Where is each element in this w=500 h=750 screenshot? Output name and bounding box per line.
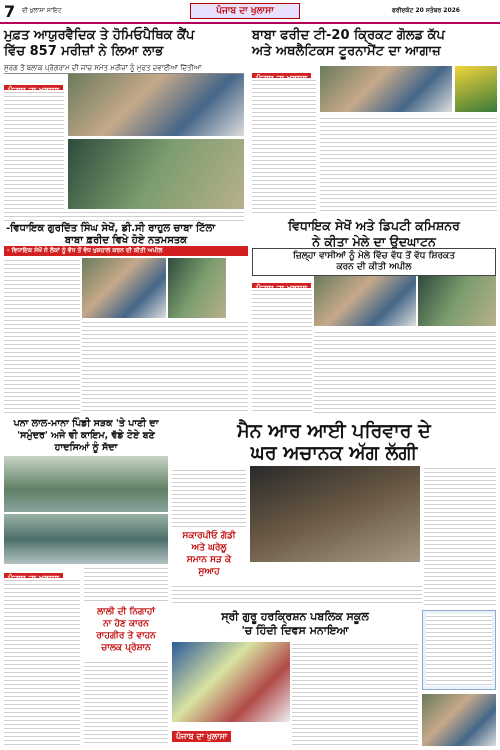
story5-photo [250, 466, 420, 562]
story4-headline-line1: ਪਨਾ ਲਾਲ-ਮਾਨਾ ਪਿੰਡੀ ਸੜਕ 'ਤੇ ਪਾਣੀ ਦਾ [13, 418, 159, 429]
story3-subhead-line1: ਜ਼ਿਲ੍ਹਾ ਵਾਸੀਆਂ ਨੂੰ ਮੇਲੇ ਵਿੱਚ ਵੱਧ ਤੋਂ ਵੱਧ ਸ਼ਿਰਕਤ [293, 251, 455, 261]
story1-caption-line1: -ਵਿਧਾਇਕ ਗੁਰਦਿੱਤ ਸਿੰਘ ਸੇਖੋਂ, ਡੀ.ਸੀ ਰਾਹੁਲ ਚਾਬਾ ਟਿੱਲਾ [6, 223, 216, 234]
issue-date: ਫਰੀਦਕੋਟ 20 ਸਤੰਬਰ 2026 [392, 7, 460, 14]
story1-body [4, 90, 64, 210]
story1-headline [4, 28, 244, 60]
story-strip-photo-2 [168, 258, 226, 318]
story4-quote-line4: ਚਾਲਕ ਪ੍ਰੇਸ਼ਾਨ [101, 643, 151, 653]
story5-body-3 [172, 584, 422, 606]
story4-photo-top [4, 456, 168, 512]
ad-box-photo [422, 694, 496, 746]
story6-headline-line2: 'ਚ ਹਿੰਦੀ ਦਿਵਸ ਮਨਾਇਆ [241, 624, 349, 637]
story3-photo [314, 276, 416, 326]
ad-box-text [426, 614, 492, 686]
story4-photo-bottom [4, 514, 168, 564]
story4-headline-line2: 'ਸਮੁੰਦਰ' ਅਜੇ ਵੀ ਕਾਇਮ, ਵੱਡੇ ਟੋਏ ਬਣੇ [17, 430, 155, 441]
story3-body-2 [314, 330, 496, 414]
story-strip-body [4, 258, 80, 414]
story5-quote-line4: ਸੁਆਹ [198, 567, 220, 577]
story3-headline-line2: ਨੇ ਕੀਤਾ ਮੇਲੇ ਦਾ ਉਦਘਾਟਨ [312, 234, 436, 249]
story2-headline-line1: ਬਾਬਾ ਫਰੀਦ ਟੀ-20 ਕ੍ਰਿਕਟ ਗੋਲਡ ਕੱਪ [252, 28, 445, 43]
publication-name: ਦੀ ਖੁਲਾਸਾ ਸਾਇਟ [22, 7, 62, 14]
story1-photo-bottom [68, 139, 244, 209]
story5-body-2 [424, 466, 496, 606]
story4-quote-line1: ਲਾਲੀ ਦੀ ਨਿਗਾਹਾਂ [97, 607, 155, 617]
story1-headline-line2: ਵਿੱਚ 857 ਮਰੀਜ਼ਾਂ ਨੇ ਲਿਆ ਲਾਭ [4, 44, 164, 59]
story2-photo [320, 66, 452, 112]
masthead: ਪੰਜਾਬ ਦਾ ਖੁਲਾਸਾ [190, 3, 300, 19]
story4-body-3 [84, 660, 168, 746]
story6-photo [172, 642, 290, 722]
story5-headline [172, 420, 496, 464]
story5-quote-line1: ਸਕਾਰਪੀਓ ਗੱਡੀ [182, 531, 236, 541]
story5-quote-line3: ਸਮਾਨ ਸੜ ਕੇ [186, 555, 232, 565]
story1-headline-line1: ਮੁਫ਼ਤ ਆਯੁਰਵੈਦਿਕ ਤੇ ਹੋਮਿਓਪੈਥਿਕ ਕੈਂਪ [4, 28, 195, 43]
story3-body [252, 288, 312, 414]
story6-headline [172, 610, 418, 638]
story2-body [252, 78, 316, 214]
story-strip-photo [82, 258, 166, 318]
story6-headline-line1: ਸ੍ਰੀ ਗੁਰੂ ਹਰਕ੍ਰਿਸ਼ਨ ਪਬਲਿਕ ਸਕੂਲ [221, 610, 369, 623]
story3-photo-2 [418, 276, 496, 326]
story1-subhead: ਸੁਰਗ ਤੋਂ ਬਲਾਕ ਪ੍ਰੋਗਰਾਮ ਦੀ ਜਾਂਚ ਸਮੇਤ ਮਰੀਜ਼ਾਂ ਨੂੰ ਮੁਫ਼ਤ ਦਵਾਈਆਂ ਦਿੱਤੀਆਂ [4, 64, 244, 74]
story2-photo-2 [455, 66, 497, 112]
story1-caption-line2: ਬਾਬਾ ਫ਼ਰੀਦ ਵਿਖੇ ਹੋਏ ਨਤਮਸਤਕ [64, 235, 188, 246]
story2-headline [252, 28, 496, 60]
story1-photo-top [68, 74, 244, 136]
strip-banner: - ਵਿਧਾਇਕ ਸੇਖੋਂ ਨੇ ਲੋਕਾਂ ਨੂੰ ਵੱਧ ਤੋਂ ਵੱਧ ਖੁਸ਼ਹਾਲ ਕਰਨ ਦੀ ਕੀਤੀ ਅਪੀਲ [4, 246, 248, 256]
story5-quote-line2: ਅਤੇ ਘਰੇਲੂ [191, 543, 227, 553]
story4-body-2 [84, 566, 168, 604]
story1-body-2 [4, 210, 244, 222]
story3-subhead [252, 248, 496, 276]
story2-body-2 [320, 116, 497, 214]
story5-headline-line2: ਘਰ ਅਚਾਨਕ ਅੱਗ ਲੱਗੀ [250, 442, 418, 464]
story3-headline [252, 218, 496, 250]
story3-subhead-line2: ਕਰਨ ਦੀ ਕੀਤੀ ਅਪੀਲ [336, 262, 412, 272]
story3-headline-line1: ਵਿਧਾਇਕ ਸੇਖੋਂ ਅਤੇ ਡਿਪਟੀ ਕਮਿਸ਼ਨਰ [288, 218, 460, 233]
story4-quote-line3: ਰਾਹਗੀਰ ਤੇ ਵਾਹਨ [96, 631, 156, 641]
story5-body [172, 468, 246, 528]
story6-body [292, 642, 418, 746]
story4-headline-line3: ਹਾਦਸਿਆਂ ਨੂੰ ਸੱਦਾ [54, 442, 118, 453]
story2-headline-line2: ਅਤੇ ਅਥਲੈਟਿਕਸ ਟੂਰਨਾਮੈਂਟ ਦਾ ਆਗਾਜ਼ [252, 44, 441, 59]
story4-pullquote [84, 606, 168, 654]
story4-body [4, 578, 80, 746]
story5-headline-line1: ਮੈਨ ਆਰ ਆਈ ਪਰਿਵਾਰ ਦੇ [237, 420, 431, 442]
story6-kicker: ਪੰਜਾਬ ਦਾ ਖੁਲਾਸਾ [172, 731, 231, 742]
story4-quote-line2: ਨਾ ਹੋਣ ਕਾਰਨ [103, 619, 149, 629]
story4-headline [4, 418, 168, 454]
story5-pullquote [172, 530, 246, 578]
page-number: 7 [4, 2, 16, 21]
story-strip-body-2 [82, 320, 248, 414]
story1-caption [6, 223, 246, 247]
